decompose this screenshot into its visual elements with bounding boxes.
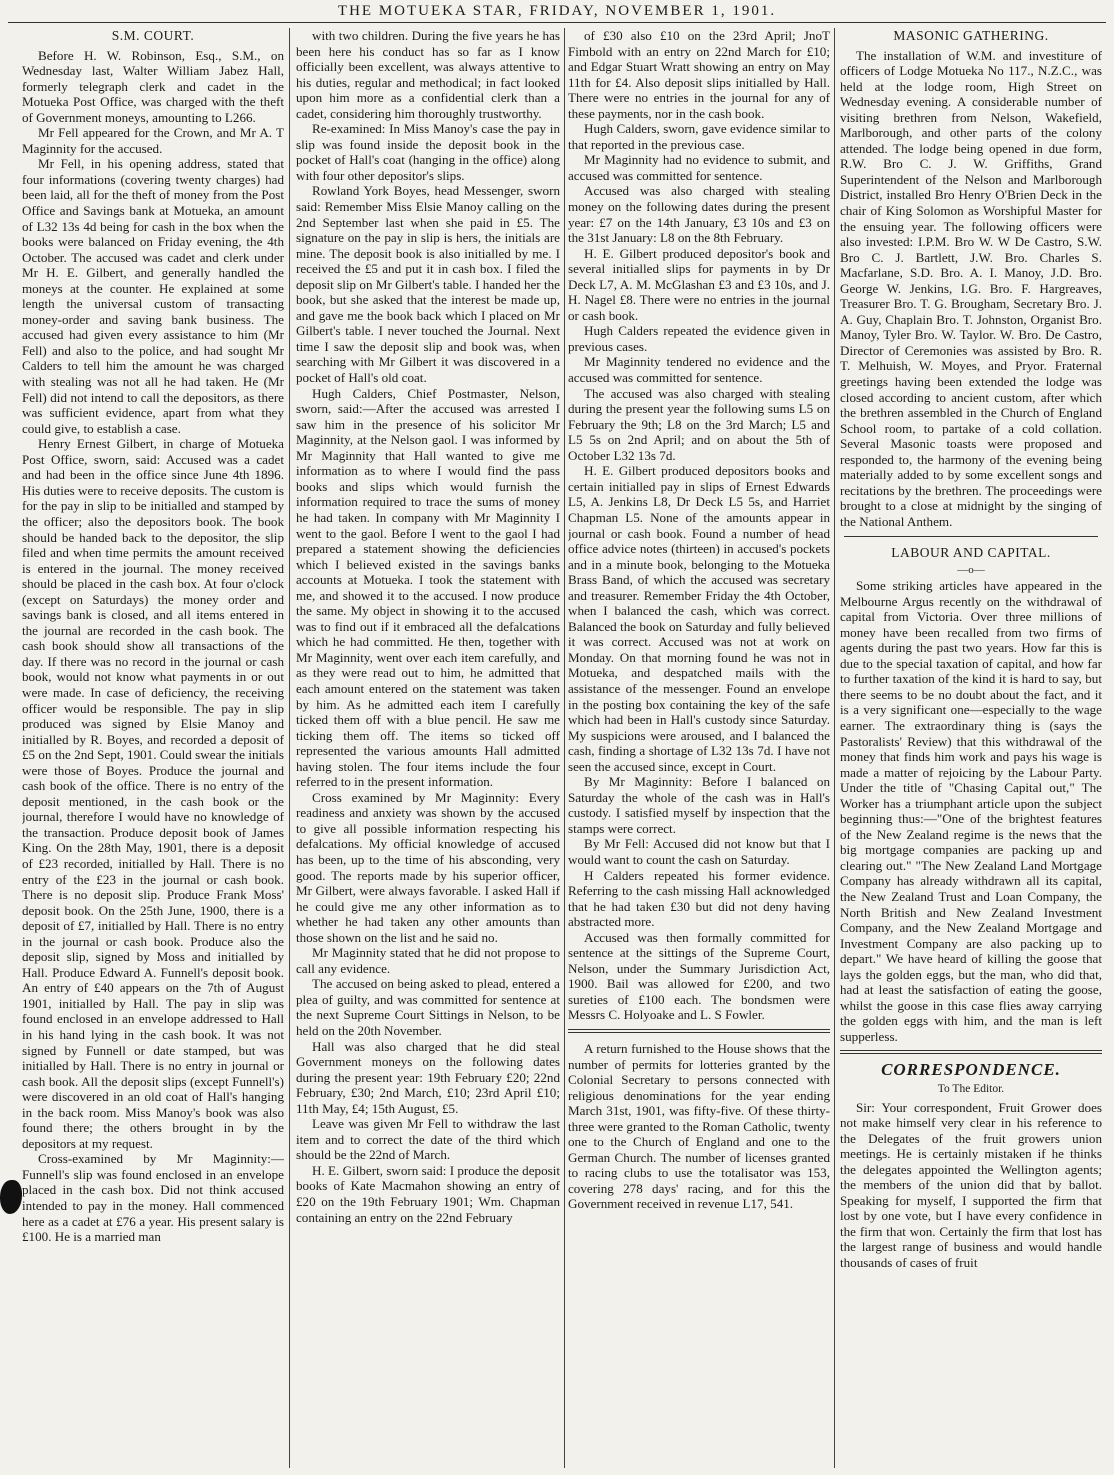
paragraph: with two children. During the five years he has been here his conduct has so far as I know officially been excellent, was always attentive to his duties, regular and methodical; in fact looked upon him more as a confidential clerk than a cadet, considering him thoroughly trustworthy.: [296, 28, 560, 121]
paragraph: H. E. Gilbert produced depositors books and certain initialled pay in slips of Ernest Edwards L5, A. Jenkins L8, Dr Deck L5 5s, and Harriet Chapman L5. None of the amounts appear in journal or cash book. Found a number of head office advice notes (thirteen) in accused's pockets and in a minute book, belonging to the Motueka Brass Band, of which the accused was secretary and treasurer. Remember Friday the 4th October, when I balanced the cash, which was correct. Balanced the book on Saturday and fully believed it was correct. Accused was not at work on Monday. On that morning found he was not in Motueka, and despatched mails with the assistance of the messenger. Found an envelope in the posting box containing the key of the safe which had been in Hall's custody since Saturday. My suspicions were aroused, and I balanced the cash, finding a shortage of L32 13s 7d. I have not seen the accused since, except in Court.: [568, 463, 830, 774]
paragraph: Cross examined by Mr Maginnity: Every readiness and anxiety was shown by the accused to give all possible information respecting his defalcations. My official knowledge of accused has been, up to the time of his absconding, very good. The reports made by his superior officer, Mr Gilbert, were always favorable. I asked Hall if he could give me any other information as to whether he had taken any other amounts than those shown on the list and he said no.: [296, 789, 560, 945]
article-heading-labour: LABOUR AND CAPITAL.: [891, 544, 1051, 560]
paragraph: Mr Fell appeared for the Crown, and Mr A. T Maginnity for the accused.: [22, 125, 284, 156]
paragraph: Sir: Your correspondent, Fruit Grower does not make himself very clear in his reference to the Delegates of the fruit growers union meetings. He is certainly mistaken if he thinks the delegates appointed the Wellington agents; the members of the union did that by ballot. Speaking for myself, I supported the firm that lost by one vote, but I have every confidence in the firm that won. Certainly the firm that lost has the largest range of business and would handle thousands of cases of fruit: [840, 1099, 1102, 1271]
article-divider: [568, 1029, 830, 1033]
article-divider: [844, 536, 1098, 537]
paragraph: Mr Maginnity stated that he did not propose to call any evidence.: [296, 945, 560, 976]
paragraph: Mr Maginnity tendered no evidence and the accused was committed for sentence.: [568, 354, 830, 386]
paragraph: H. E. Gilbert produced depositor's book and several initialled slips for payments in by Dr Deck L7, A. M. McGlashan £3 and £3 10s, and J. H. Nagel £8. There were no entries in the journal or cash book.: [568, 245, 830, 323]
column-4: [840, 28, 1102, 1468]
paragraph: By Mr Maginnity: Before I balanced on Saturday the whole of the cash was in Hall's custody. I satisfied myself by inspection that the stamps were correct.: [568, 774, 830, 836]
paragraph: H Calders repeated his former evidence. Referring to the cash missing Hall acknowledged that he had taken £30 but did not deny having abstracted more.: [568, 867, 830, 930]
column-3: [568, 28, 830, 1468]
column-1: [22, 28, 284, 1468]
column-rule: [834, 28, 835, 1468]
article-divider: [840, 1050, 1102, 1054]
paragraph: Mr Maginnity had no evidence to submit, and accused was committed for sentence.: [568, 152, 830, 183]
paragraph: Some striking articles have appeared in the Melbourne Argus recently on the withdrawal of capital from Victoria. Over three millions of money have been recalled from two firms of agents during the past two years. How far this is due to the special taxation of capital, and how far to further taxation of the kind it is hard to say, but there seems to be no doubt about the fact, and it is a very significant one—especially to the wage earner. The extraordinary thing is (says the Pastoralists' Review) that this withdrawal of the money that finds him work and pays his wage is made a matter of rejoicing by the Labour Party. Under the title of "Chasing Capital out," The Worker has a triumphant article upon the subject beginning thus:—"One of the brightest features of the New Zealand regime is the news that the big mortgage companies are packing up and clearing out." "The New Zealand Land Mortgage Company has already withdrawn all its capital, the New Zealand Trust and Loan Company, the North British and New Zealand Investment Company, and the New Zealand Mortgage and Investment Company are also packing up to depart." We have heard of killing the goose that lays the golden eggs, but the man, who did that, had at least the satisfaction of eating the goose, whilst the goose in this case flies away carrying the golden eggs with him, and the man is left supperless.: [840, 578, 1102, 1044]
paragraph: Hugh Calders repeated the evidence given in previous cases.: [568, 323, 830, 354]
paragraph: Cross-examined by Mr Maginnity:— Funnell's slip was found enclosed in an envelope placed in the cash box. Did not think accused intended to pay in the money. Hall commenced here as a cadet at £76 a year. His present salary is £100. He is a married man: [22, 1151, 284, 1245]
paragraph: Rowland York Boyes, head Messenger, sworn said: Remember Miss Elsie Manoy calling on the 2nd September last when she paid in £5. The signature on the pay in slip is hers, the initials are mine. The deposit book is also initialled by me. I received the £5 and put it in cash box. I filed the deposit slip on Mr Gilbert's table. I handed her the book, but she asked that the interest be made up, and gave me the book back which I placed on Mr Gilbert's table. I never touched the Journal. Next time I saw the deposit slip and book was, when searching with Mr Gilbert it was discovered in a pocket of Hall's old coat.: [296, 183, 560, 386]
paragraph: The accused on being asked to plead, entered a plea of guilty, and was committed for sentence at the next Supreme Court Sittings in Nelson, to be held on the 20th November.: [296, 976, 560, 1038]
paragraph: of £30 also £10 on the 23rd April; JnoT Fimbold with an entry on 22nd March for £10; and Edgar Stuart Wratt showing an entry on May 11th for £4. Also deposit slips initialled by Hall. There were no entries in the journal for any of these payments, nor in the cash book.: [568, 28, 830, 121]
column-rule: [289, 28, 290, 1468]
section-heading-correspondence: CORRESPONDENCE.: [881, 1060, 1061, 1080]
paragraph: Mr Fell, in his opening address, stated that four informations (covering twenty charges) had been laid, all for the theft of money from the Post Office and Savings bank at Motueka, an amount of L32 13s 4d being for cash in the box when the books were balanced on Friday evening, the 4th October. The accused was cadet and clerk under Mr H. E. Gilbert, and generally handled the moneys at the counter. He explained at some length the universal custom of transacting money-order and saving bank business. The accused had given every assistance to him (Mr Fell) and also to the police, and had sought Mr Calders to tell him the amount he was charged with stealing was not all he had taken. He (Mr Fell) did not intend to call the depositors, as there was sufficient evidence, apart from what they could give, to establish a case.: [22, 156, 284, 436]
column-2: [296, 28, 560, 1468]
paragraph: Accused was also charged with stealing money on the following dates during the present year: £7 on the 14th January, £3 10s and £3 on the 31st January: L8 on the 8th February.: [568, 183, 830, 246]
masthead-rule: [8, 22, 1106, 23]
paragraph: Hugh Calders, sworn, gave evidence similar to that reported in the previous case.: [568, 121, 830, 152]
ornament-separator: —o—: [957, 564, 985, 577]
paragraph: The accused was also charged with stealing during the present year the following sums L5 on February the 9th; L8 on the 3rd March; L5 and L5 5s on 2nd April; and on about the 5th of October L32 13s 7d.: [568, 385, 830, 463]
masthead: THE MOTUEKA STAR, FRIDAY, NOVEMBER 1, 1901.: [337, 3, 777, 19]
paragraph: A return furnished to the House shows that the number of permits for lotteries granted by the Colonial Secretary to persons connected with religious denominations for the year ending March 31st, 1901, was fifty-five. Of these thirty-three were granted to the Roman Catholic, twenty one to the Church of England and one to the German Church. The number of licenses granted to racing clubs to use the totalisator was 153, covering 278 days' racing, and for this the Government received in revenue L17, 541.: [568, 1041, 830, 1212]
column-rule: [564, 28, 565, 1468]
article-heading-masonic: MASONIC GATHERING.: [893, 28, 1049, 43]
paragraph: Hall was also charged that he did steal Government moneys on the following dates during the present year: 19th February £20; 22nd February, £30; 2nd March, £10; 23rd April £10; 11th May, £4; 15th August, £5.: [296, 1038, 560, 1116]
paragraph: H. E. Gilbert, sworn said: I produce the deposit books of Kate Macmahon showing an entry of £20 on the 19th February 1901; Wm. Chapman containing an entry on the 22nd February: [296, 1162, 560, 1225]
paragraph: Re-examined: In Miss Manoy's case the pay in slip was found inside the deposit book in the pocket of Hall's coat (hanging in the office) along with four other depositor's slips.: [296, 121, 560, 183]
paragraph: By Mr Fell: Accused did not know but that I would want to count the cash on Saturday.: [568, 836, 830, 867]
paragraph: Before H. W. Robinson, Esq., S.M., on Wednesday last, Walter William Jabez Hall, formerly telegraph clerk and cadet in the Motueka Post Office, was charged with the theft of Government moneys, amounting to L266.: [22, 47, 284, 125]
paragraph: The installation of W.M. and investiture of officers of Lodge Motueka No 117., N.Z.C., was held at the lodge room, High Street on Wednesday evening. A considerable number of visiting brethren from Nelson, Wakefield, Marlborough, and other parts of the colony attended. The lodge being opened in due form, R.W. Bro C. J. W. Griffiths, Grand Superintendent of the Nelson and Marlborough District, installed Bro Henry O'Brien Deck in the chair of King Solomon as Worshipful Master for the ensuing year. The following officers were also invested: I.P.M. Bro W. W De Castro, S.W. Bro C. J. Bartlett, J.W. Bro. Charles S. Macfarlane, S.D. Bro. A. I. Manoy, J.D. Bro. George W. Jenkins, I.G. Bro. F. Hargreaves, Treasurer Bro. T. G. Brougham, Secretary Bro. J. A. Guy, Chaplain Bro. T. Johnston, Organist Bro. Manoy, Tyler Bro. W. Taylor. W. Bro. De Castro, Director of Ceremonies was assisted by Bro. R. T. Melhuish, W. Moyes, and Pryor. Fraternal greetings having been extended the lodge was closed according to ancient custom, after which the brethren assembled in the Church of England School room, to partake of a cold collation. Several Masonic toasts were proposed and responded to, the harmony of the evening being materially added to by some excellent songs and recitations by the brethren. The proceedings were brought to a close at midnight by the singing of the National Anthem.: [840, 47, 1102, 529]
paragraph: Accused was then formally committed for sentence at the sittings of the Supreme Court, Nelson, under the Summary Jurisdiction Act, 1900. Bail was allowed for £200, and two sureties of £100 each. The bondsmen were Messrs C. Holyoake and L. S Fowler.: [568, 929, 830, 1023]
paragraph: Hugh Calders, Chief Postmaster, Nelson, sworn, said:—After the accused was arrested I saw him in the presence of his solicitor Mr Maginnity, at the Nelson gaol. I was informed by Mr Maginnity that Hall wanted to give me information as to where I would find the pass books and slips which would furnish the information required to trace the sums of money he had taken. In company with Mr Maginnity I went to the gaol. Before I went to the gaol I had prepared a statement showing the deficiencies which I believed existed in the savings banks accounts at Motueka. I took the statement with me, and showed it to the accused. I now produce the same. My object in showing it to the accused was to find out if it embraced all the defalcations which he had committed. He then, together with Mr Maginnity, went over each item carefully, and as they were read out to him, he admitted that each amount entered on the statement was taken by him. As he admitted each item I carefully ticked them off with a blue pencil. He saw me ticking them off. The items so ticked off represented the various amounts Hall admitted having stolen. The four items include the four referred to in the present information.: [296, 385, 560, 790]
paragraph: Henry Ernest Gilbert, in charge of Motueka Post Office, sworn, said: Accused was a cadet and had been in the office since June 4th 1896. His duties were to receive deposits. The custom is for the pay in slip to be initialled and stamped by the officer; also the depositors book. The book should be handed back to the depositor, the slip filed and when time permits the amount received is entered in the journal. The money received should be placed in the cash box. At four o'clock (except on Saturdays) the money order and savings bank is closed, and all items entered in the journal are recorded in the cash book. The cash book should show all transactions of the day. If there was no record in the journal or cash book, would not know what payments in or out were made. In case of deficiency, the receiving officer would be responsible. The pay in slip produced was signed by Elsie Manoy and initialled by R. Boyes, and recorded a deposit of £5 on the 2nd Sept, 1901. Could swear the initials were those of Boyes. Produce the journal and cash book of the office. There is no entry of the deposit mentioned, in the cash book or the journal, therefore I would have no knowledge of the transaction. Produce deposit book of James King. On the 28th May, 1901, there is a deposit of £23 recorded, initialled by Hall. There is no entry of the £23 in the journal or cash book. There is no deposit slip. Produce Frank Moss' deposit book. On the 25th June, 1900, there is a deposit of £7, initialled by Hall. There is no entry in the journal or cash book. Produce also the deposit slip, signed by Moss and initialled by Hall. Produce Edward A. Funnell's deposit book. An entry of £40 appears on the 7th of August 1901, initialled by Hall. The pay in slip was found enclosed in an envelope addressed to Hall in his hand lying in the cash book. It was not signed by Funnell or date stamped, but was initialled by Hall. There is no entry in journal or cash book. All the deposit slips (except Funnell's) were discovered in an old coat of Hall's hanging in the back room. Miss Manoy's book was also found there; the others brought in by the depositors at my request.: [22, 436, 284, 1151]
ink-blot: [0, 1180, 22, 1214]
salutation: To The Editor.: [937, 1083, 1005, 1095]
article-heading-sm-court: S.M. COURT.: [111, 28, 195, 43]
paragraph: Leave was given Mr Fell to withdraw the last item and to correct the date of the third which should be the 22nd of March.: [296, 1116, 560, 1163]
